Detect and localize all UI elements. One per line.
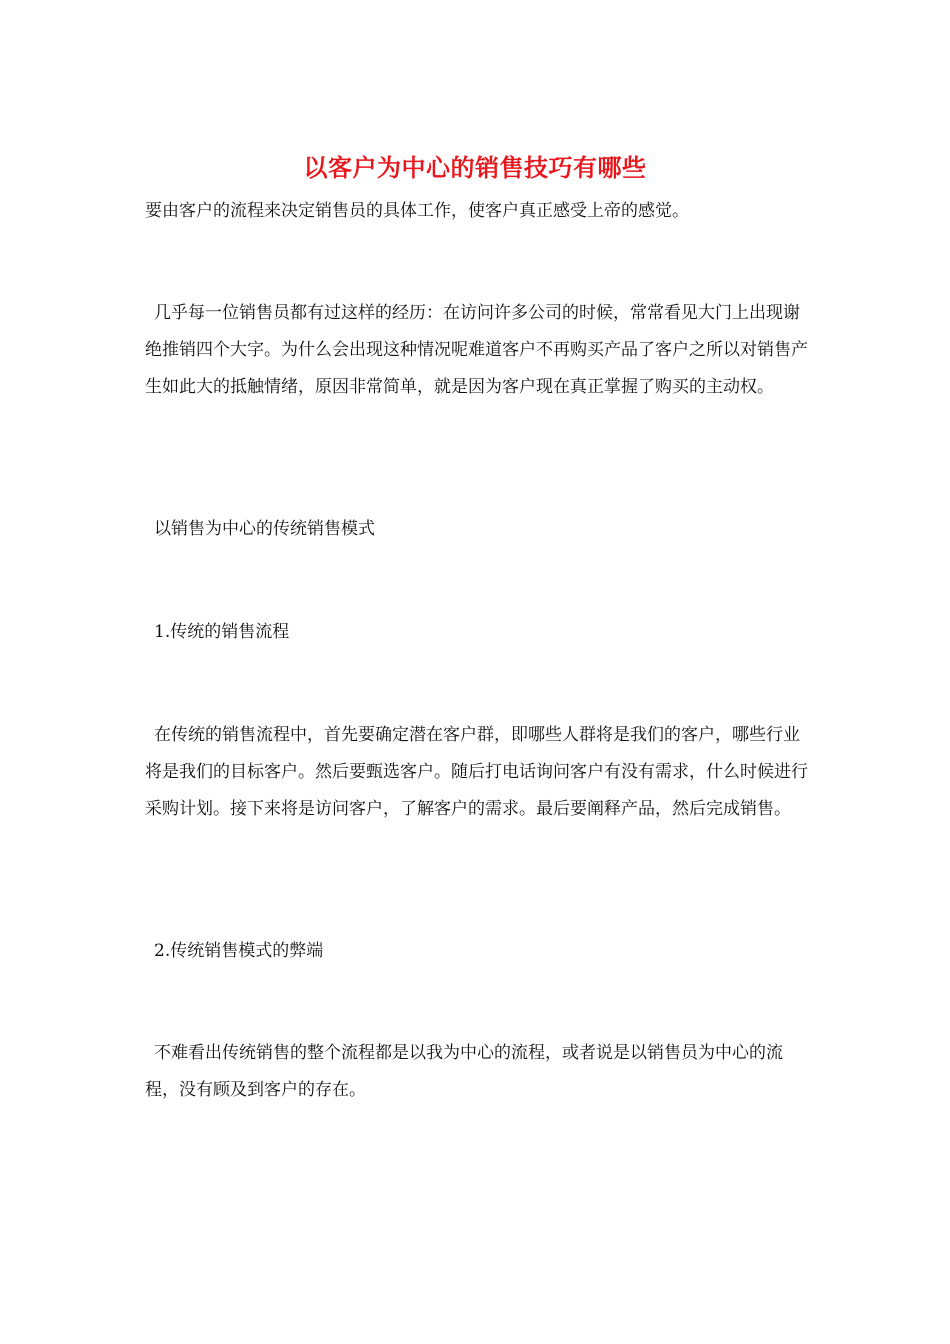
section-heading: 以销售为中心的传统销售模式: [154, 519, 375, 539]
subsection-heading: 1.传统的销售流程: [154, 622, 290, 642]
body-paragraph: 在传统的销售流程中，首先要确定潜在客户群，即哪些人群将是我们的客户，哪些行业将是我们的目标客户。然后要甄选客户。随后打电话询问客户有没有需求，什么时候进行采购计划。接下来将是访问客户，了解客户的需求。最后要阐释产品，然后完成销售。: [145, 725, 808, 819]
subsection-heading: 2.传统销售模式的弊端: [154, 941, 324, 961]
body-paragraph: 不难看出传统销售的整个流程都是以我为中心的流程，或者说是以销售员为中心的流程，没有顾及到客户的存在。: [145, 1043, 783, 1100]
body-paragraph: 几乎每一位销售员都有过这样的经历：在访问许多公司的时候，常常看见大门上出现谢绝推销四个大字。为什么会出现这种情况呢难道客户不再购买产品了客户之所以对销售产生如此大的抵触情绪，原因非常简单，就是因为客户现在真正掌握了购买的主动权。: [145, 303, 808, 397]
document-title: 以客户为中心的销售技巧有哪些: [303, 153, 647, 182]
intro-paragraph: 要由客户的流程来决定销售员的具体工作，使客户真正感受上帝的感觉。: [145, 201, 689, 221]
